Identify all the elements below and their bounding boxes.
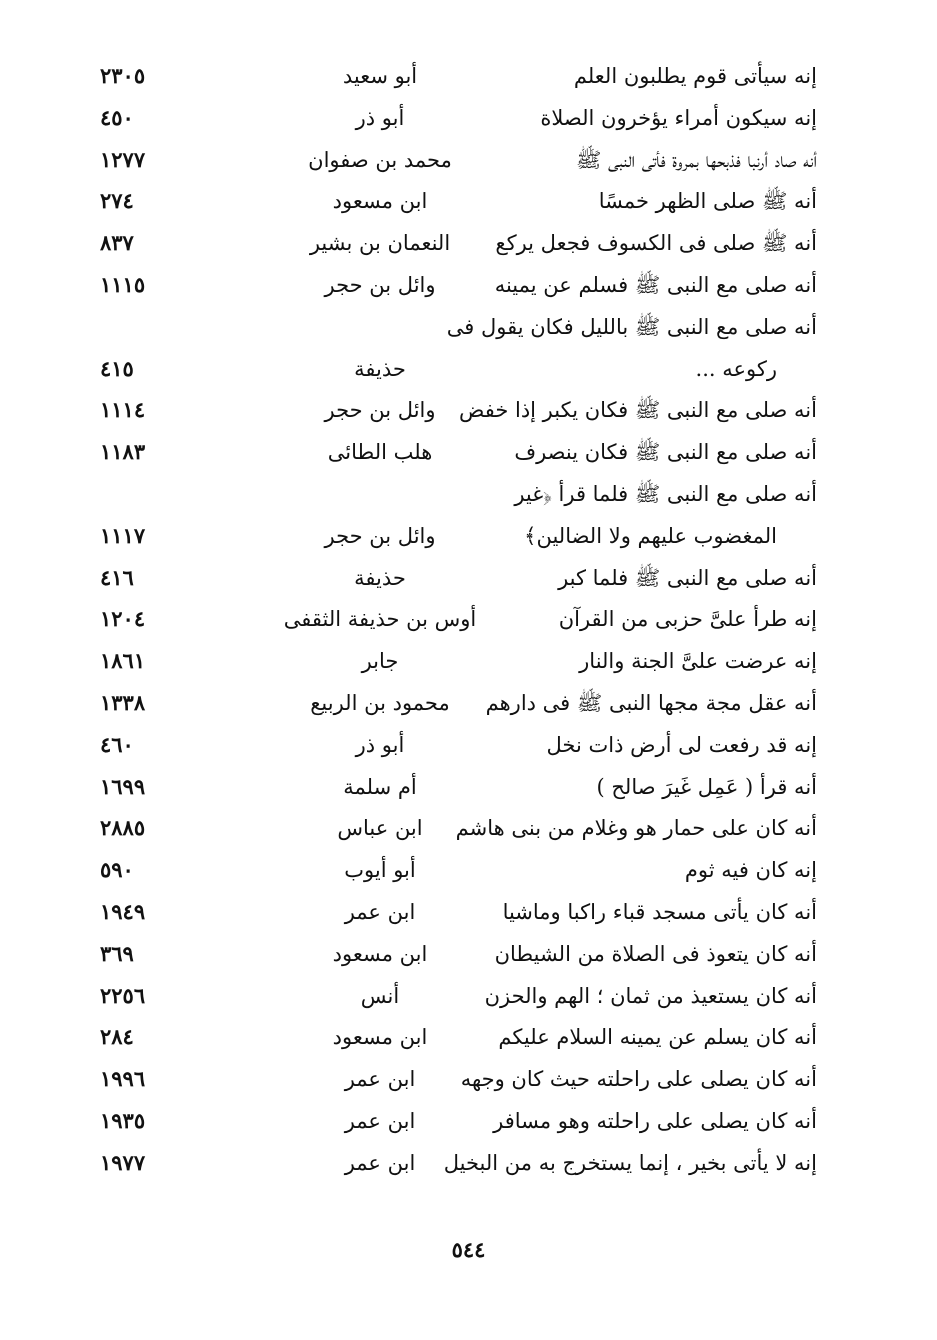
hadith-incipit: أنه صلى مع النبى ﷺ فلما كبر <box>558 565 817 590</box>
hadith-incipit: إنه لا يأتى بخير ، إنما يستخرج به من البخيل <box>443 1150 817 1175</box>
hadith-incipit: أنه عقل مجة مجها النبى ﷺ فى دارهم <box>485 691 817 715</box>
narrator-name: ابن عمر <box>344 900 416 924</box>
narrator-name: محمود بن الربيع <box>310 691 450 715</box>
hadith-incipit: أنه كان يتعوذ فى الصلاة من الشيطان <box>494 941 817 966</box>
index-entry <box>0 222 937 264</box>
narrator-name: محمد بن صفوان <box>308 147 452 172</box>
index-entry <box>0 557 937 599</box>
hadith-number: ١٣٣٨ <box>100 690 146 715</box>
hadith-incipit: إنه طرأ علىَّ حزبى من القرآن <box>558 607 817 632</box>
hadith-number: ١١١٤ <box>100 397 146 423</box>
index-entry <box>0 431 937 473</box>
narrator-name: أبو سعيد <box>342 64 418 88</box>
index-entry <box>0 1016 937 1058</box>
index-entry <box>0 933 937 975</box>
hadith-incipit: أنه كان يسلم عن يمينه السلام عليكم <box>498 1025 817 1050</box>
index-entry <box>0 724 937 766</box>
narrator-name: ابن مسعود <box>332 1025 428 1050</box>
index-entry <box>0 682 937 724</box>
index-entry <box>0 1142 937 1184</box>
narrator-name: حذيفة <box>354 565 406 590</box>
hadith-number: ٢٣٠٥ <box>100 63 146 88</box>
index-entry <box>0 389 937 431</box>
narrator-name: أبو ذر <box>355 105 405 130</box>
hadith-number: ٢٨٤ <box>100 1024 134 1050</box>
hadith-number: ٥٩٠ <box>100 857 134 883</box>
index-entry <box>0 180 937 222</box>
narrator-name: حذيفة <box>354 356 406 381</box>
narrator-name: النعمان بن بشير <box>309 231 451 256</box>
index-entry <box>0 264 937 306</box>
narrator-name: ابن عمر <box>344 1109 416 1133</box>
hadith-incipit: أنه صلى مع النبى ﷺ فكان ينصرف <box>514 440 817 465</box>
hadith-number: ١٨٦١ <box>100 648 146 674</box>
narrator-name: أنس <box>360 983 400 1008</box>
hadith-incipit: أنه صلى مع النبى ﷺ فكان يكبر إذا خفض <box>458 398 817 423</box>
narrator-name: وائل بن حجر <box>324 273 436 297</box>
index-entry <box>0 97 937 139</box>
hadith-number: ١١١٥ <box>100 272 146 297</box>
hadith-number: ١١١٧ <box>100 522 146 548</box>
hadith-incipit: أنه كان يصلى على راحلته حيث كان وجهه <box>460 1067 817 1092</box>
hadith-number: ٢٨٨٥ <box>100 815 146 841</box>
narrator-name: وائل بن حجر <box>324 398 436 423</box>
hadith-incipit: أنه صاد أرنبا فذبحها بمروة فأتى النبى ﷺ <box>575 147 817 172</box>
hadith-incipit: أنه قرأ ( عَمِل غَيرَ صالح ) <box>596 774 817 799</box>
index-entry <box>0 807 937 849</box>
narrator-name: أبو أيوب <box>344 858 416 883</box>
index-entry <box>0 1058 937 1100</box>
narrator-name: وائل بن حجر <box>324 523 436 548</box>
index-entry <box>0 891 937 933</box>
hadith-number: ١٩٧٧ <box>100 1149 146 1175</box>
index-entry <box>0 55 937 97</box>
index-entry <box>0 306 937 348</box>
hadith-incipit: ركوعه ... <box>695 356 777 381</box>
index-entry <box>0 975 937 1017</box>
narrator-name: أبو ذر <box>355 732 405 757</box>
hadith-number: ٤١٥ <box>100 355 134 381</box>
index-entry <box>0 598 937 640</box>
hadith-incipit: أنه ﷺ صلى الظهر خمسًا <box>598 189 817 214</box>
hadith-incipit: إنه عرضت علىَّ الجنة والنار <box>579 649 817 674</box>
index-entry <box>0 515 937 557</box>
hadith-incipit: إنه قد رفعت لى أرض ذات نخل <box>546 732 817 757</box>
hadith-incipit: أنه كان يأتى مسجد قباء راكبا وماشيا <box>502 900 817 924</box>
hadith-number: ١٩٩٦ <box>100 1066 146 1092</box>
hadith-number: ١٢٧٧ <box>100 146 146 172</box>
hadith-incipit: أنه كان على حمار هو وغلام من بنى هاشم <box>455 816 817 841</box>
hadith-number: ١٢٠٤ <box>100 606 146 632</box>
hadith-incipit: إنه سيأتى قوم يطلبون العلم <box>573 64 817 88</box>
hadith-number: ٤٦٠ <box>100 731 134 757</box>
narrator-name: أم سلمة <box>343 774 417 799</box>
hadith-number: ٣٦٩ <box>100 940 134 966</box>
hadith-number: ٢٧٤ <box>100 188 134 214</box>
hadith-incipit: أنه صلى مع النبى ﷺ بالليل فكان يقول فى <box>446 314 817 339</box>
hadith-incipit: أنه صلى مع النبى ﷺ فسلم عن يمينه <box>494 273 817 297</box>
hadith-incipit: أنه صلى مع النبى ﷺ فلما قرأ ﴿غير <box>514 482 817 506</box>
hadith-incipit: أنه ﷺ صلى فى الكسوف فجعل يركع <box>495 231 817 256</box>
narrator-name: ابن مسعود <box>332 941 428 966</box>
narrator-name: ابن عمر <box>344 1067 416 1092</box>
index-entry <box>0 1100 937 1142</box>
hadith-number: ١٩٤٩ <box>100 899 146 924</box>
narrator-name: ابن عباس <box>337 816 423 841</box>
hadith-number: ٢٢٥٦ <box>100 982 146 1008</box>
index-entry <box>0 766 937 808</box>
index-entry <box>0 640 937 682</box>
narrator-name: هلب الطائى <box>327 440 433 465</box>
hadith-number: ٨٣٧ <box>100 230 134 256</box>
index-entry <box>0 139 937 181</box>
narrator-name: ابن مسعود <box>332 189 428 214</box>
index-entry <box>0 348 937 390</box>
narrator-name: ابن عمر <box>344 1150 416 1175</box>
narrator-name: جابر <box>361 649 399 674</box>
hadith-incipit: أنه كان يستعيذ من ثمان ؛ الهم والحزن <box>484 983 817 1008</box>
hadith-number: ١١٨٣ <box>100 439 146 465</box>
hadith-number: ١٩٣٥ <box>100 1108 146 1133</box>
hadith-number: ١٦٩٩ <box>100 773 146 799</box>
hadith-number: ٤١٦ <box>100 564 134 590</box>
index-entry <box>0 849 937 891</box>
hadith-incipit: المغضوب عليهم ولا الضالين﴾ <box>524 523 777 548</box>
index-entry <box>0 473 937 515</box>
hadith-incipit: إنه سيكون أمراء يؤخرون الصلاة <box>540 105 817 130</box>
narrator-name: أوس بن حذيفة الثقفى <box>283 607 477 632</box>
hadith-incipit: إنه كان فيه ثوم <box>684 858 817 883</box>
hadith-number: ٤٥٠ <box>100 104 134 130</box>
hadith-incipit: أنه كان يصلى على راحلته وهو مسافر <box>493 1109 817 1133</box>
page-number: ٥٤٤ <box>451 1237 486 1262</box>
